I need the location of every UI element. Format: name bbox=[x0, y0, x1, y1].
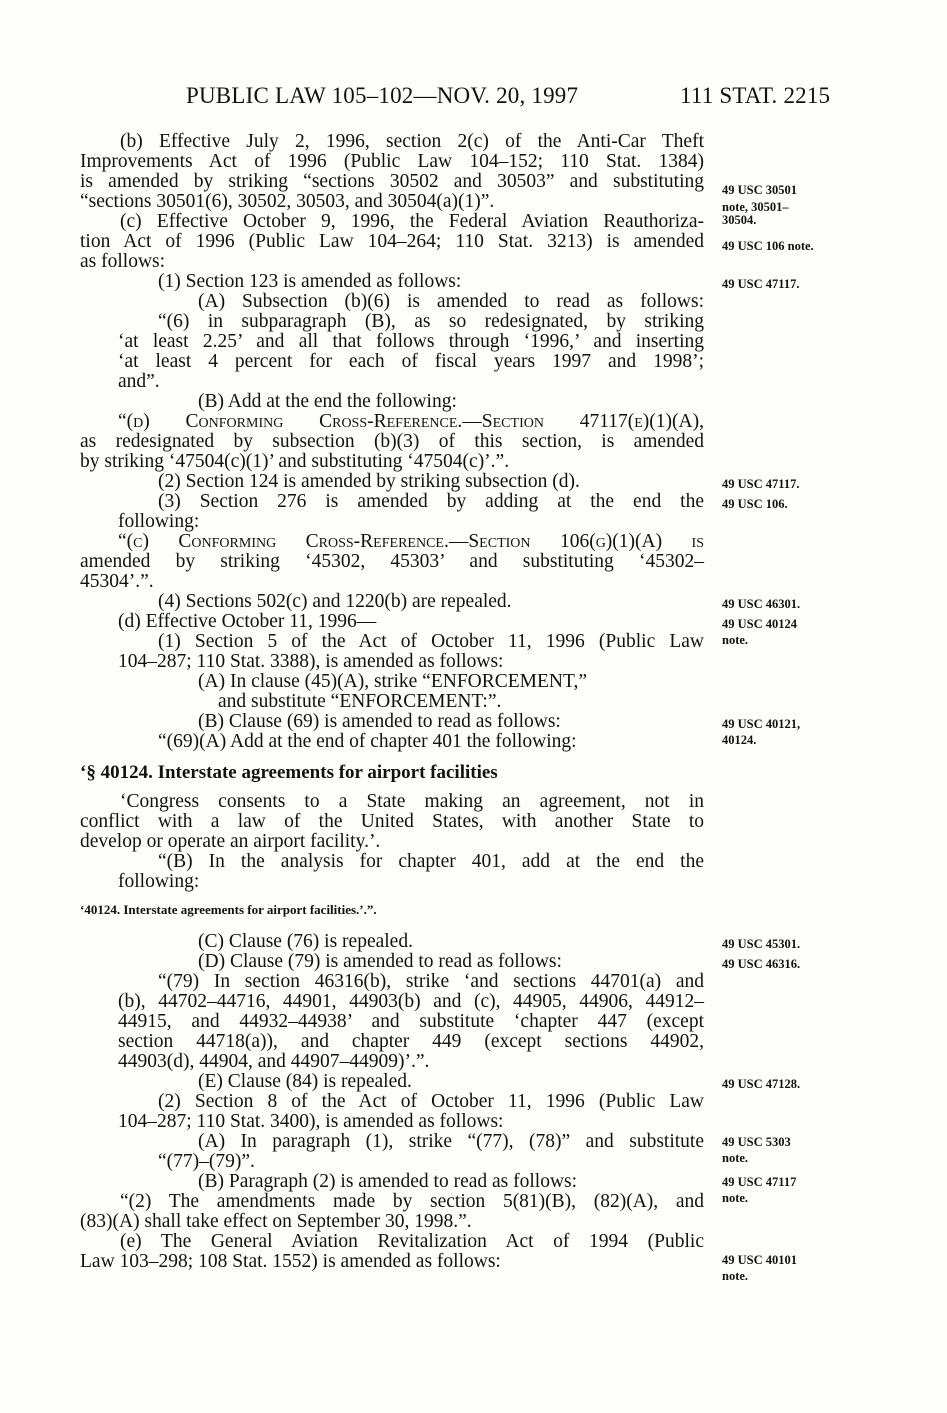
text-line: (1) Section 123 is amended as follows: bbox=[158, 271, 462, 292]
text-line: (3) Section 276 is amended by adding at the end the bbox=[158, 491, 704, 512]
text-line: 44915, and 44932–44938’ and substitute ‘chapter 447 (except bbox=[118, 1011, 704, 1032]
margin-note: 49 USC 40124 bbox=[722, 617, 798, 631]
margin-note: 49 USC 40121, bbox=[722, 717, 801, 731]
text-line: “(2) The amendments made by section 5(81)(B), (82)(A), and bbox=[120, 1191, 704, 1212]
text-line: and”. bbox=[118, 371, 160, 392]
text-line: following: bbox=[118, 871, 200, 892]
text-line: “sections 30501(6), 30502, 30503, and 30504(a)(1)”. bbox=[80, 191, 495, 212]
text-line: “(69)(A) Add at the end of chapter 401 the following: bbox=[158, 731, 577, 752]
text-line: “(79) In section 46316(b), strike ‘and sections 44701(a) and bbox=[158, 971, 704, 992]
margin-note: note. bbox=[722, 1191, 749, 1205]
text-line: “(6) in subparagraph (B), as so redesignated, by striking bbox=[158, 311, 704, 332]
text-line: 45304’.”. bbox=[80, 571, 154, 592]
margin-note: note. bbox=[722, 633, 749, 647]
text-line: (B) Clause (69) is amended to read as follows: bbox=[198, 711, 561, 732]
text-line: “(d) Conforming Cross-Reference.—Section 47117(e)(1)(A), bbox=[118, 411, 704, 432]
text-line: (C) Clause (76) is repealed. bbox=[198, 931, 413, 952]
text-line: develop or operate an airport facility.’. bbox=[80, 831, 381, 852]
margin-note: 49 USC 46316. bbox=[722, 957, 801, 971]
text-line: (d) Effective October 11, 1996— bbox=[118, 611, 377, 632]
text-line: (B) Add at the end the following: bbox=[198, 391, 457, 412]
margin-note: 49 USC 5303 bbox=[722, 1135, 791, 1149]
margin-note: 49 USC 30501 bbox=[722, 183, 798, 197]
text-line: as redesignated by subsection (b)(3) of this section, is amended bbox=[80, 431, 704, 452]
text-line: (D) Clause (79) is amended to read as follows: bbox=[198, 951, 562, 972]
text-line: amended by striking ‘45302, 45303’ and substituting ‘45302– bbox=[80, 551, 704, 572]
section-heading: ‘§ 40124. Interstate agreements for airport facilities bbox=[80, 762, 498, 783]
text-line: (E) Clause (84) is repealed. bbox=[198, 1071, 412, 1092]
text-line: 104–287; 110 Stat. 3400), is amended as follows: bbox=[118, 1111, 504, 1132]
text-line: Improvements Act of 1996 (Public Law 104–152; 110 Stat. 1384) bbox=[80, 151, 704, 172]
text-line: by striking ‘47504(c)(1)’ and substituting ‘47504(c)’.”. bbox=[80, 451, 510, 472]
text-line: (e) The General Aviation Revitalization Act of 1994 (Public bbox=[120, 1231, 704, 1252]
text-line: ‘Congress consents to a State making an agreement, not in bbox=[120, 791, 704, 812]
running-head-title: PUBLIC LAW 105–102—NOV. 20, 1997 bbox=[186, 83, 579, 108]
text-line: (B) Paragraph (2) is amended to read as follows: bbox=[198, 1171, 578, 1192]
text-line: (A) Subsection (b)(6) is amended to read as follows: bbox=[198, 291, 704, 312]
text-line: (b), 44702–44716, 44901, 44903(b) and (c), 44905, 44906, 44912– bbox=[118, 991, 704, 1012]
text-line: and substitute “ENFORCEMENT:”. bbox=[218, 691, 502, 712]
margin-note: 49 USC 47117. bbox=[722, 277, 800, 291]
margin-note: 49 USC 45301. bbox=[722, 937, 801, 951]
margin-note: 49 USC 46301. bbox=[722, 597, 801, 611]
margin-note: 49 USC 106. bbox=[722, 497, 788, 511]
margin-note: note, 30501– bbox=[722, 200, 789, 214]
margin-note: 49 USC 47117. bbox=[722, 477, 800, 491]
text-line: as follows: bbox=[80, 251, 166, 272]
text-line: “(77)–(79)”. bbox=[158, 1151, 255, 1172]
text-line: 104–287; 110 Stat. 3388), is amended as follows: bbox=[118, 651, 504, 672]
margin-note: 30504. bbox=[722, 213, 757, 227]
text-line: (2) Section 124 is amended by striking subsection (d). bbox=[158, 471, 580, 492]
margin-note: 49 USC 47117 bbox=[722, 1175, 797, 1189]
margin-note: 49 USC 40101 bbox=[722, 1253, 798, 1267]
margin-note: 49 USC 106 note. bbox=[722, 239, 814, 253]
text-line: ‘at least 2.25’ and all that follows through ‘1996,’ and inserting bbox=[118, 331, 704, 352]
text-line: “(B) In the analysis for chapter 401, add at the end the bbox=[158, 851, 704, 872]
table-of-sections-entry: ‘40124. Interstate agreements for airport facilities.’.”. bbox=[80, 902, 377, 917]
text-line: section 44718(a)), and chapter 449 (except sections 44902, bbox=[118, 1031, 704, 1052]
page-number: 111 STAT. 2215 bbox=[680, 83, 831, 108]
text-line: (83)(A) shall take effect on September 30, 1998.”. bbox=[80, 1211, 472, 1232]
text-line: (4) Sections 502(c) and 1220(b) are repealed. bbox=[158, 591, 512, 612]
margin-note: 49 USC 47128. bbox=[722, 1077, 801, 1091]
text-line: is amended by striking “sections 30502 and 30503” and substituting bbox=[80, 171, 704, 192]
margin-note: note. bbox=[722, 1269, 749, 1283]
margin-note: note. bbox=[722, 1151, 749, 1165]
text-line: conflict with a law of the United States, with another State to bbox=[80, 811, 704, 832]
text-line: tion Act of 1996 (Public Law 104–264; 110 Stat. 3213) is amended bbox=[80, 231, 704, 252]
text-line: following: bbox=[118, 511, 200, 532]
text-line: “(c) Conforming Cross-Reference.—Section 106(g)(1)(A) is bbox=[118, 531, 704, 552]
text-line: (A) In clause (45)(A), strike “ENFORCEMENT,” bbox=[198, 671, 587, 692]
text-line: (b) Effective July 2, 1996, section 2(c) of the Anti-Car Theft bbox=[120, 131, 704, 152]
margin-note: 40124. bbox=[722, 733, 757, 747]
text-line: ‘at least 4 percent for each of fiscal years 1997 and 1998’; bbox=[118, 351, 704, 372]
text-line: Law 103–298; 108 Stat. 1552) is amended as follows: bbox=[80, 1251, 501, 1272]
text-line: 44903(d), 44904, and 44907–44909)’.”. bbox=[118, 1051, 430, 1072]
text-line: (A) In paragraph (1), strike “(77), (78)” and substitute bbox=[198, 1131, 704, 1152]
text-line: (1) Section 5 of the Act of October 11, 1996 (Public Law bbox=[158, 631, 704, 652]
text-line: (2) Section 8 of the Act of October 11, 1996 (Public Law bbox=[158, 1091, 704, 1112]
text-line: (c) Effective October 9, 1996, the Federal Aviation Reauthoriza- bbox=[120, 211, 704, 232]
